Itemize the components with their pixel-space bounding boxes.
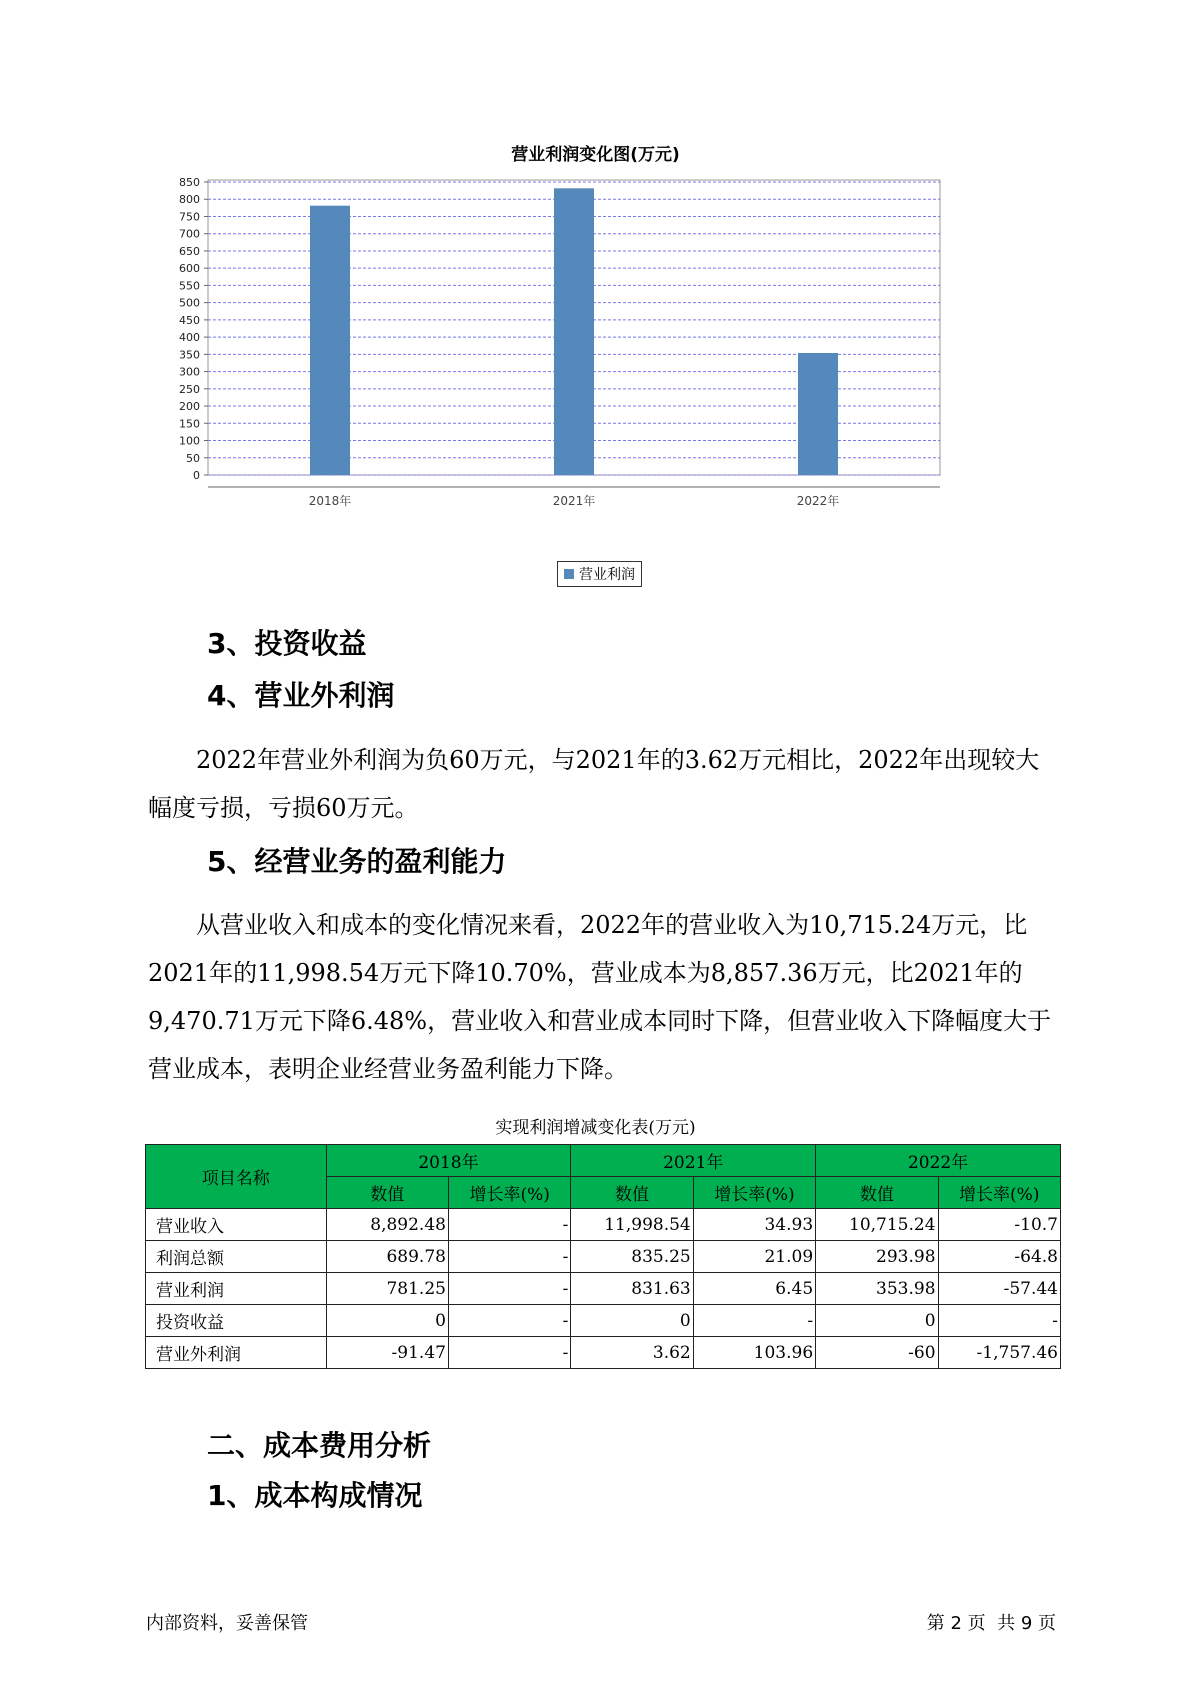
y-tick-label: 600: [179, 262, 200, 276]
x-tick-label: 2022年: [796, 494, 840, 508]
row-label: 营业外利润: [146, 1337, 327, 1369]
y-tick-label: 300: [179, 365, 200, 379]
row-label: 营业利润: [146, 1273, 327, 1305]
y-tick-label: 350: [179, 348, 200, 362]
y-tick-label: 50: [186, 451, 200, 465]
cell: 781.25: [326, 1273, 448, 1305]
header-growth: 增长率(%): [693, 1177, 815, 1209]
cell: -: [448, 1273, 570, 1305]
y-tick-label: 850: [179, 176, 200, 189]
y-tick-label: 550: [179, 279, 200, 293]
cell: -: [693, 1305, 815, 1337]
y-tick-label: 800: [179, 193, 200, 207]
cell: 0: [571, 1305, 693, 1337]
cell: 293.98: [816, 1241, 938, 1273]
header-value: 数值: [326, 1177, 448, 1209]
y-tick-label: 700: [179, 227, 200, 241]
cell: -91.47: [326, 1337, 448, 1369]
y-tick-label: 650: [179, 244, 200, 258]
y-tick-label: 150: [179, 417, 200, 431]
cell: 831.63: [571, 1273, 693, 1305]
row-label: 投资收益: [146, 1305, 327, 1337]
heading-non-operating-profit: 4、营业外利润: [207, 679, 395, 712]
footer-confidential: 内部资料，妥善保管: [146, 1613, 308, 1634]
cell: 8,892.48: [326, 1209, 448, 1241]
table-header-row: [146, 1145, 1061, 1177]
cell: -: [448, 1305, 570, 1337]
y-tick-label: 0: [193, 469, 200, 482]
y-tick-label: 450: [179, 313, 200, 327]
cell: 10,715.24: [816, 1209, 938, 1241]
heading-cost-analysis: 二、成本费用分析: [207, 1429, 432, 1462]
cell: 0: [326, 1305, 448, 1337]
cell: 353.98: [816, 1273, 938, 1305]
heading-investment-income: 3、投资收益: [207, 627, 367, 660]
heading-profitability: 5、经营业务的盈利能力: [207, 845, 507, 878]
cell: 11,998.54: [571, 1209, 693, 1241]
y-tick-label: 750: [179, 210, 200, 224]
cell: 835.25: [571, 1241, 693, 1273]
bar: [554, 188, 594, 475]
cell: -60: [816, 1337, 938, 1369]
cell: -57.44: [938, 1273, 1060, 1305]
bar: [798, 353, 838, 475]
table-row: [146, 1273, 1061, 1305]
table-row: [146, 1209, 1061, 1241]
table-row: [146, 1337, 1061, 1369]
y-tick-label: 400: [179, 331, 200, 345]
header-year: 2018年: [326, 1145, 571, 1177]
header-year: 2022年: [816, 1145, 1061, 1177]
cell: -1,757.46: [938, 1337, 1060, 1369]
legend-swatch: [564, 569, 574, 579]
header-year: 2021年: [571, 1145, 816, 1177]
row-label: 利润总额: [146, 1241, 327, 1273]
header-item-name: 项目名称: [146, 1145, 327, 1209]
y-tick-label: 100: [179, 434, 200, 448]
heading-cost-composition: 1、成本构成情况: [207, 1479, 423, 1512]
table-caption: 实现利润增减变化表(万元): [495, 1118, 696, 1138]
cell: 103.96: [693, 1337, 815, 1369]
cell: 34.93: [693, 1209, 815, 1241]
cell: -: [938, 1305, 1060, 1337]
header-growth: 增长率(%): [938, 1177, 1060, 1209]
paragraph-profitability: [148, 901, 1063, 1093]
cell: 6.45: [693, 1273, 815, 1305]
row-label: 营业收入: [146, 1209, 327, 1241]
cell: 21.09: [693, 1241, 815, 1273]
paragraph-text: 2022年营业外利润为负60万元，与2021年的3.62万元相比，2022年出现较大幅度亏损，亏损60万元。: [148, 746, 1040, 822]
cell: 3.62: [571, 1337, 693, 1369]
cell: -64.8: [938, 1241, 1060, 1273]
bar-chart: [150, 170, 950, 515]
paragraph-text: 从营业收入和成本的变化情况来看，2022年的营业收入为10,715.24万元，比2021年的11,998.54万元下降10.70%，营业成本为8,857.36万元，比2021年的9,470.71万元下降6.48%，营业收入和营业成本同时下降，但营业收入下降幅度大于营业成本，表明企业经营业务盈利能力下降。: [148, 911, 1052, 1083]
header-value: 数值: [816, 1177, 938, 1209]
paragraph-non-operating-profit: [148, 736, 1063, 832]
footer-page-number: 第 2 页 共 9 页: [926, 1613, 1056, 1634]
cell: 0: [816, 1305, 938, 1337]
cell: 689.78: [326, 1241, 448, 1273]
header-growth: 增长率(%): [448, 1177, 570, 1209]
x-tick-label: 2021年: [552, 494, 596, 508]
y-tick-label: 500: [179, 296, 200, 310]
cell: -: [448, 1241, 570, 1273]
cell: -: [448, 1337, 570, 1369]
table-row: [146, 1305, 1061, 1337]
x-tick-label: 2018年: [308, 494, 352, 508]
cell: -10.7: [938, 1209, 1060, 1241]
bar: [310, 206, 350, 475]
cell: -: [448, 1209, 570, 1241]
header-value: 数值: [571, 1177, 693, 1209]
profit-change-table: [145, 1144, 1061, 1369]
table-row: [146, 1241, 1061, 1273]
chart-title: 营业利润变化图(万元): [511, 145, 680, 165]
y-tick-label: 200: [179, 400, 200, 414]
legend-label: 营业利润: [579, 567, 635, 583]
chart-legend: [557, 561, 642, 587]
y-tick-label: 250: [179, 382, 200, 396]
